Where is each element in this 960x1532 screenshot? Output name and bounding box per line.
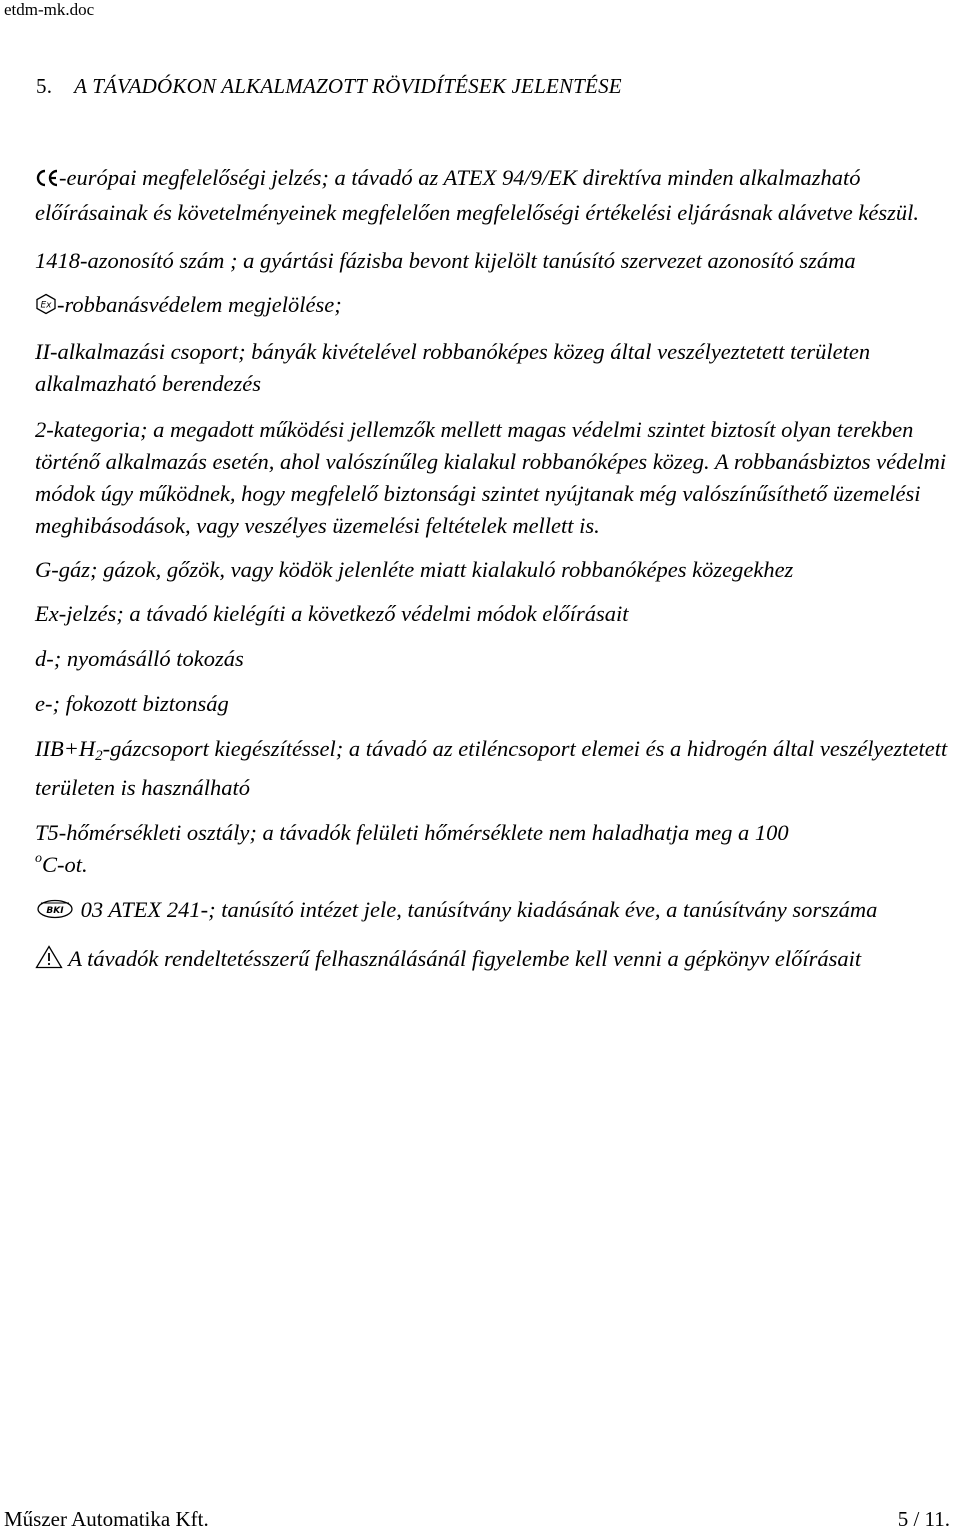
paragraph-ce-mark — [35, 162, 960, 229]
t5-degree-sup: o — [35, 851, 42, 866]
paragraph-group-ii: II-alkalmazási csoport; bányák kivételével robbanóképes közeg által veszélyeztetett területen alkalmazható berendezés — [35, 339, 871, 396]
iib-subscript: 2 — [95, 748, 103, 764]
bki-oval-icon — [35, 897, 75, 929]
paragraph-warning — [35, 943, 960, 978]
document-body — [35, 162, 960, 978]
svg-text:Ex: Ex — [40, 300, 52, 311]
paragraph-ex-mark — [35, 289, 960, 324]
t5-description: T5-hőmérsékleti osztály; a távadók felületi hőmérséklete nem haladhatja meg a 100 — [35, 820, 789, 845]
paragraph-category-2 — [35, 414, 960, 542]
paragraph-t5 — [35, 817, 960, 881]
ce-mark-icon — [35, 165, 59, 197]
section-number: 5. — [36, 74, 53, 98]
document-filename: etdm-mk.doc — [4, 0, 95, 19]
paragraph-id-number: 1418-azonosító szám ; a gyártási fázisba bevont kijelölt tanúsító szervezet azonosító száma — [35, 248, 856, 273]
warning-triangle-icon — [35, 945, 63, 978]
iib-description: -gázcsoport kiegészítéssel; a távadó az etiléncsoport elemei és a hidrogén által veszélyeztetett területen is használható — [35, 736, 948, 800]
bki-description: 03 ATEX 241-; tanúsító intézet jele, tanúsítvány kiadásának éve, a tanúsítvány sorszáma — [80, 897, 878, 922]
section-title: A TÁVADÓKON ALKALMAZOTT RÖVIDÍTÉSEK JELENTÉSE — [74, 74, 622, 98]
t5-end: C-ot. — [42, 852, 88, 877]
paragraph-bki — [35, 894, 960, 929]
iib-prefix: IIB+H — [35, 736, 96, 761]
footer-page-number: 5 / 11. — [897, 1507, 950, 1531]
ex-hexagon-icon — [35, 292, 57, 324]
section-heading — [36, 74, 622, 99]
category-2-italic-text: 2-kategoria; a megadott működési jellemzők mellett magas védelmi szintet biztosít olyan terekben történő alkalmazás esetén, ahol valószínűleg kialakul robbanóképes közeg. — [35, 417, 914, 474]
paragraph-gas: G-gáz; gázok, gőzök, vagy ködök jelenléte miatt kialakuló robbanóképes közegekhez — [35, 557, 794, 582]
svg-text:BKI: BKI — [46, 906, 64, 916]
category-2-text: A robbanásbiztos védelmi módok úgy működnek, hogy megfelelő biztonsági szintet nyújtanak még valószínűsíthető üzemelési meghibásodások, vagy veszélyes üzemelési feltételek mellett is. — [35, 449, 947, 538]
paragraph-iib-h2 — [35, 733, 960, 804]
paragraph-d: d-; nyomásálló tokozás — [35, 646, 244, 671]
paragraph-ex-sign: Ex-jelzés; a távadó kielégíti a következő védelmi módok előírásait — [35, 601, 629, 626]
warning-description: A távadók rendeltetésszerű felhasználásánál figyelembe kell venni a gépkönyv előírásait — [68, 946, 862, 971]
paragraph-e: e-; fokozott biztonság — [35, 691, 229, 716]
ce-description: -európai megfelelőségi jelzés; a távadó az ATEX 94/9/EK direktíva minden alkalmazható előírásainak és követelményeinek megfelelően megfelelőségi értékelési eljárásnak alávetve készül. — [35, 165, 920, 225]
footer-company: Műszer Automatika Kft. — [4, 1507, 209, 1531]
ex-mark-description: -robbanásvédelem megjelölése; — [57, 292, 342, 317]
